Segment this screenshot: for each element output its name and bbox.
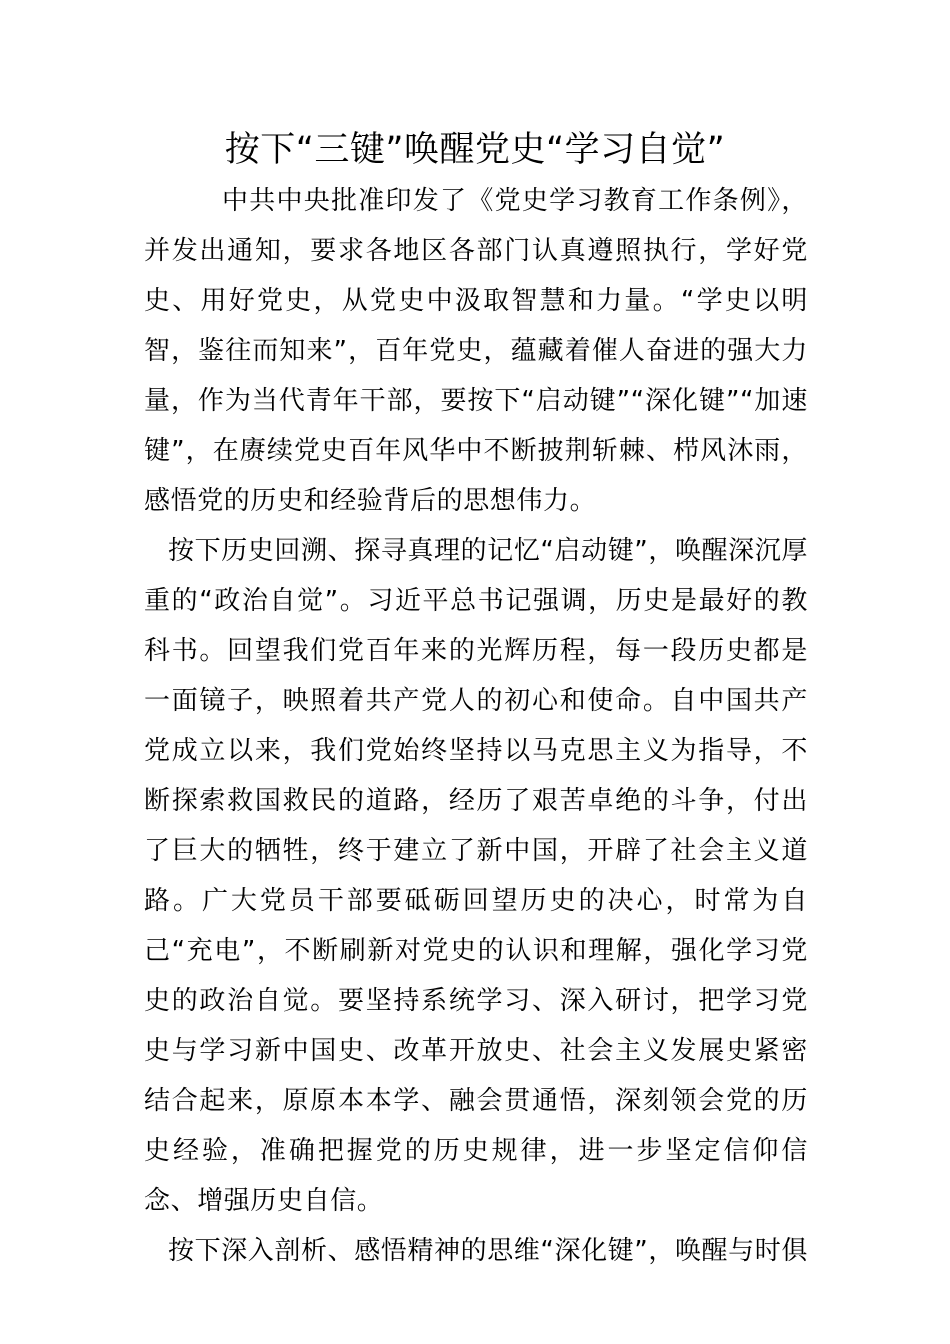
- paragraph-deepen-key: 按下深入剖析、感悟精神的思维“深化键”，唤醒与时俱: [168, 1236, 808, 1266]
- paragraph-startup-key: 按下历史回溯、探寻真理的记忆“启动键”，唤醒深沉厚重的“政治自觉”。习近平总书记强调，历史是最好的教科书。回望我们党百年来的光辉历程，每一段历史都是一面镜子，映照着共产党人的初心和使命。自中国共产党成立以来，我们党始终坚持以马克思主义为指导，不断探索救国救民的道路，经历了艰苦卓绝的斗争，付出了巨大的牺牲，终于建立了新中国，开辟了社会主义道路。广大党员干部要砥砺回望历史的决心，时常为自己“充电”，不断刷新对党史的认识和理解，强化学习党史的政治自觉。要坚持系统学习、深入研讨，把学习党史与学习新中国史、改革开放史、社会主义发展史紧密结合起来，原原本本学、融会贯通悟，深刻领会党的历史经验，准确把握党的历史规律，进一步坚定信仰信念、增强历史自信。: [144, 536, 808, 1216]
- document-title: 按下“三键”唤醒党史“学习自觉”: [224, 130, 726, 170]
- document-body: [144, 176, 808, 1276]
- paragraph-intro: 中共中央批准印发了《党史学习教育工作条例》，并发出通知，要求各地区各部门认真遵照执行，学好党史、用好党史，从党史中汲取智慧和力量。“学史以明智，鉴往而知来”，百年党史，蕴藏着催人奋进的强大力量，作为当代青年干部，要按下“启动键”“深化键”“加速键”，在赓续党史百年风华中不断披荆斩棘、栉风沐雨，感悟党的历史和经验背后的思想伟力。: [144, 186, 808, 516]
